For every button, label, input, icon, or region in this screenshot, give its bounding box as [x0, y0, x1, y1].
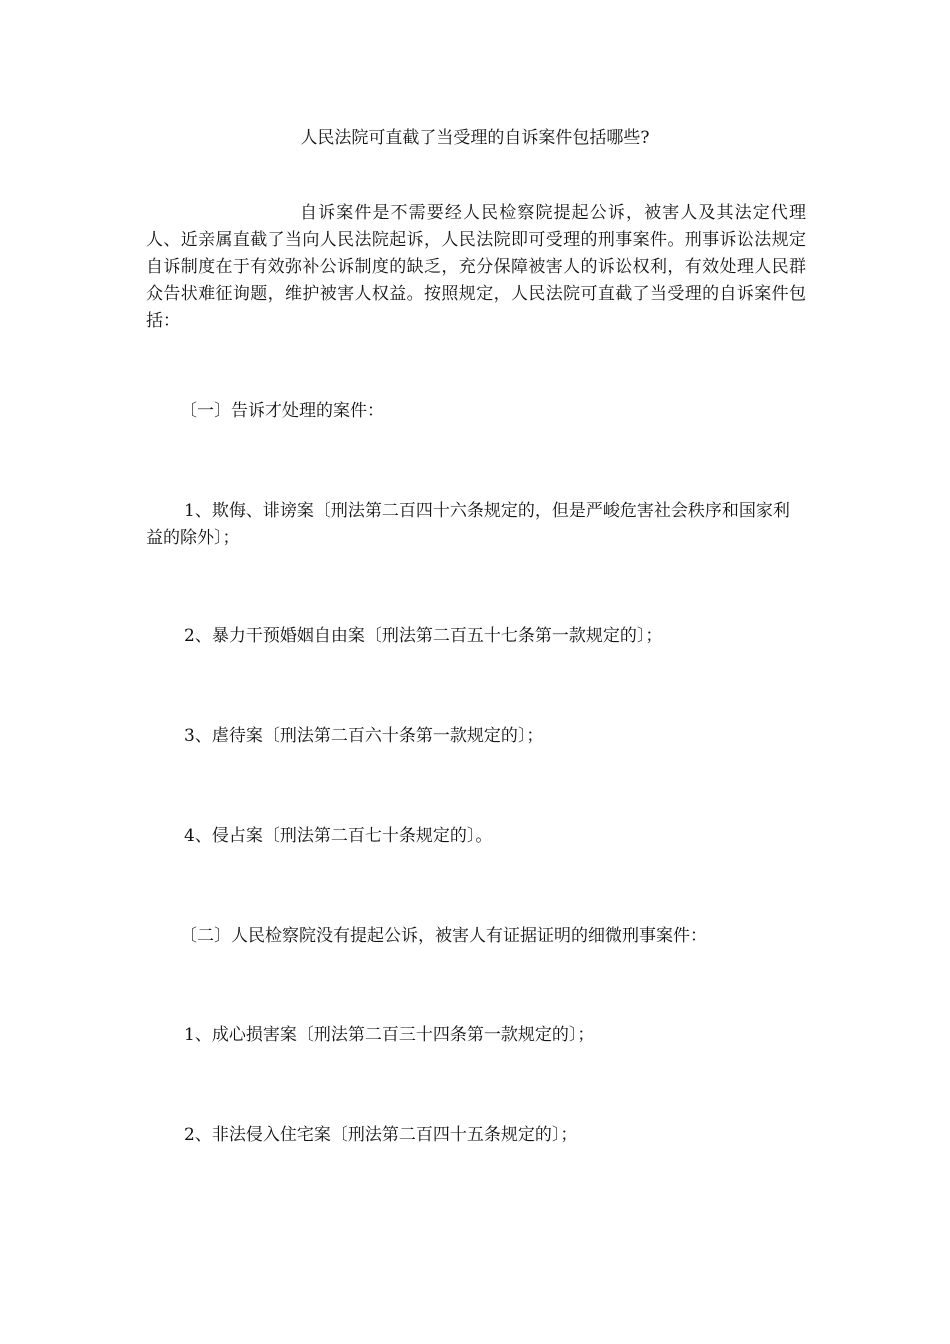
section-1-item-4: 4、侵占案〔刑法第二百七十条规定的〕。: [184, 826, 493, 846]
section-1-item-2: 2、暴力干预婚姻自由案〔刑法第二百五十七条第一款规定的〕；: [184, 626, 663, 646]
section-2-heading: 〔二〕人民检察院没有提起公诉，被害人有证据证明的细微刑事案件：: [180, 926, 707, 946]
section-2-item-2: 2、非法侵入住宅案〔刑法第二百四十五条规定的〕；: [184, 1125, 578, 1145]
intro-paragraph: 自诉案件是不需要经人民检察院提起公诉，被害人及其法定代理人、近亲属直截了当向人民法院起诉，人民法院即可受理的刑事案件。刑事诉讼法规定自诉制度在于有效弥补公诉制度的缺乏，充分保障被害人的诉讼权利，有效处理人民群众告状难征询题，维护被害人权益。按照规定，人民法院可直截了当受理的自诉案件包括：: [146, 203, 806, 331]
section-1-heading: 〔一〕告诉才处理的案件：: [180, 401, 384, 421]
section-1-item-1: 1、欺侮、诽谤案〔刑法第二百四十六条规定的，但是严峻危害社会秩序和国家利益的除外〕；: [146, 501, 790, 548]
section-1-item-3: 3、虐待案〔刑法第二百六十条第一款规定的〕；: [184, 726, 544, 746]
section-2-item-1: 1、成心损害案〔刑法第二百三十四条第一款规定的〕；: [184, 1025, 595, 1045]
document-title: 人民法院可直截了当受理的自诉案件包括哪些?: [300, 128, 650, 148]
